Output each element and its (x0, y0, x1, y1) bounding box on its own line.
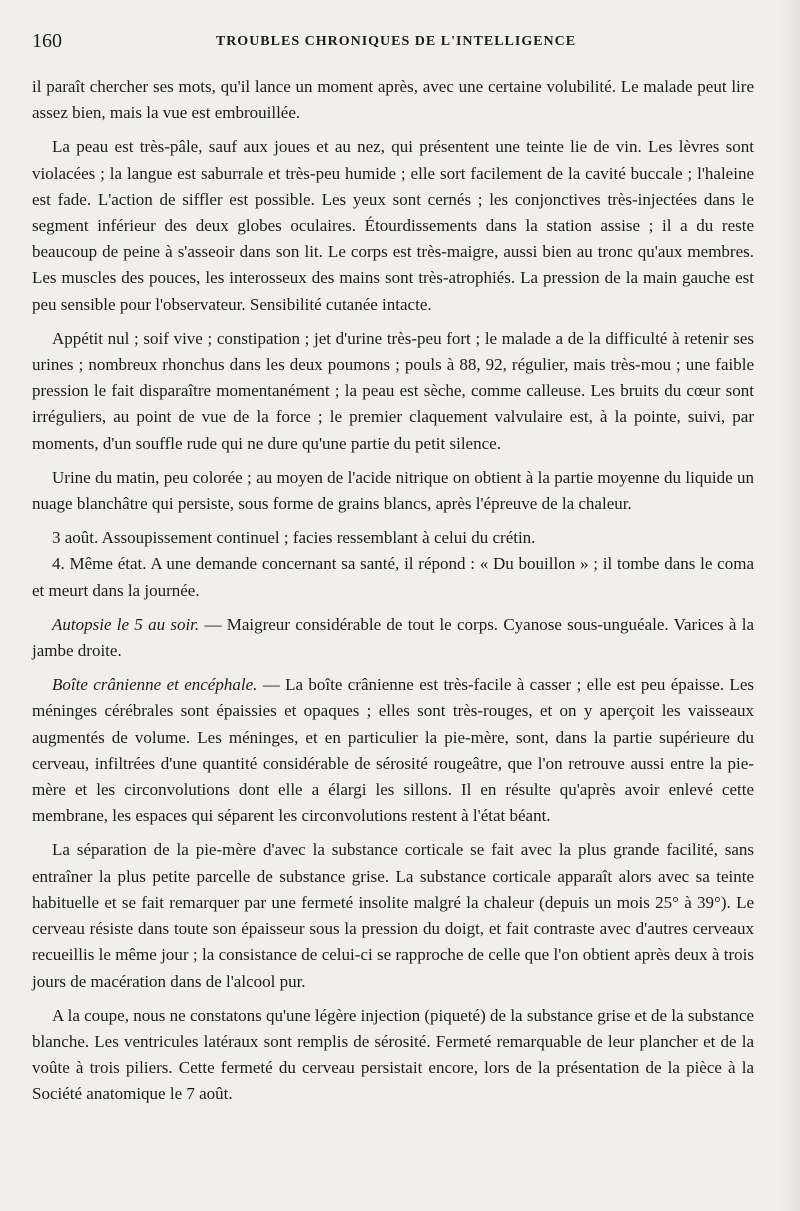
running-title: TROUBLES CHRONIQUES DE L'INTELLIGENCE (215, 34, 577, 49)
paragraph (32, 612, 754, 664)
paragraph (32, 672, 754, 829)
paragraph (32, 74, 754, 126)
paragraph (32, 525, 754, 551)
paragraph (32, 1003, 754, 1108)
paragraph-text: — Maigreur considérable de tout le corps. Cyanose sous-unguéale. Varices à la jambe droite. (32, 614, 754, 661)
paragraph (32, 326, 754, 457)
paragraph-text: 4. Même état. A une demande concernant sa santé, il répond : « Du bouillon » ; il tombe dans le coma et meurt dans la journée. (32, 554, 754, 600)
paragraph-lead: Boîte crânienne et encéphale. (52, 675, 258, 695)
paragraph (32, 837, 754, 994)
paragraph-text: La séparation de la pie-mère d'avec la substance corticale se fait avec la plus grande facilité, sans entraîner la plus petite parcelle de substance grise. La substance corticale apparaît alors avec sa teinte habituelle et se fait remarquer par une fermeté insolite malgré la chaleur (depuis un mois 25° à 39°). Le cerveau résiste dans toute son épaisseur sous la pression du doigt, et fait contraste avec d'autres cerveaux recueillis le même jour ; la consistance de celui-ci se rapproche de celle que l'on obtient après deux à trois jours de macération dans de l'alcool pur. (32, 840, 754, 991)
paragraph-text: 3 août. Assoupissement continuel ; facies ressemblant à celui du crétin. (52, 528, 536, 548)
paragraph-text: La peau est très-pâle, sauf aux joues et au nez, qui présentent une teinte lie de vin. Les lèvres sont violacées ; la langue est saburrale et très-peu humide ; elle sort facilement de la cavité buccale ; l'haleine est fade. L'action de siffler est possible. Les yeux sont cernés ; les conjonctives très-injectées dans le segment inférieur des deux globes oculaires. Étourdissements dans la station assise ; il a du reste beaucoup de peine à s'asseoir dans son lit. Le corps est très-maigre, aussi bien au tronc qu'aux membres. Les muscles des pouces, les interosseux des mains sont très-atrophiés. La pression de la main gauche est peu sensible pour l'observateur. Sensibilité cutanée intacte. (32, 137, 754, 314)
paragraph (32, 551, 754, 603)
paragraph-text: A la coupe, nous ne constatons qu'une légère injection (piqueté) de la substance grise et de la substance blanche. Les ventricules latéraux sont remplis de sérosité. Fermeté remarquable de leur plancher et de la voûte à trois piliers. Cette fermeté du cerveau persistait encore, lors de la présentation de la pièce à la Société anatomique le 7 août. (32, 1005, 754, 1104)
page-header (32, 30, 760, 54)
paragraph-text: Appétit nul ; soif vive ; constipation ; jet d'urine très-peu fort ; le malade a de la difficulté à retenir ses urines ; nombreux rhonchus dans les deux poumons ; pouls à 88, 92, régulier, mais très-mou ; une faible pression le fait disparaître momentanément ; la peau est sèche, comme calleuse. Les bruits du cœur sont irréguliers, au point de vue de la force ; le premier claquement valvulaire est, à la pointe, suivi, par moments, d'un souffle rude qui ne dure qu'une partie du petit silence. (32, 328, 754, 453)
paragraph-lead: Autopsie le 5 au soir. (52, 614, 200, 634)
page-number: 160 (32, 30, 62, 52)
paragraph (32, 134, 754, 317)
paragraph (32, 465, 754, 517)
paragraph-text: il paraît chercher ses mots, qu'il lance un moment après, avec une certaine volubilité. Le malade peut lire assez bien, mais la vue est embrouillée. (32, 77, 754, 123)
page-edge-shadow (778, 0, 800, 1211)
paragraph-text: — La boîte crânienne est très-facile à casser ; elle est peu épaisse. Les méninges cérébrales sont épaissies et opaques ; elles sont très-rouges, et on y aperçoit les vaisseaux augmentés de volume. Les méninges, et en particulier la pie-mère, sont, dans la partie supérieure du cerveau, infiltrées d'une quantité considérable de sérosité rougeâtre, que l'on retrouve aussi entre la pie-mère et les circonvolutions dont elle a élargi les sillons. Il en résulte qu'après avoir enlevé cette membrane, les espaces qui séparent les circonvolutions restent à l'état béant. (32, 675, 754, 826)
body-text (32, 74, 754, 1108)
paragraph-text: Urine du matin, peu colorée ; au moyen de l'acide nitrique on obtient à la partie moyenne du liquide un nuage blanchâtre qui persiste, sous forme de grains blancs, après l'épreuve de la chaleur. (32, 467, 754, 514)
